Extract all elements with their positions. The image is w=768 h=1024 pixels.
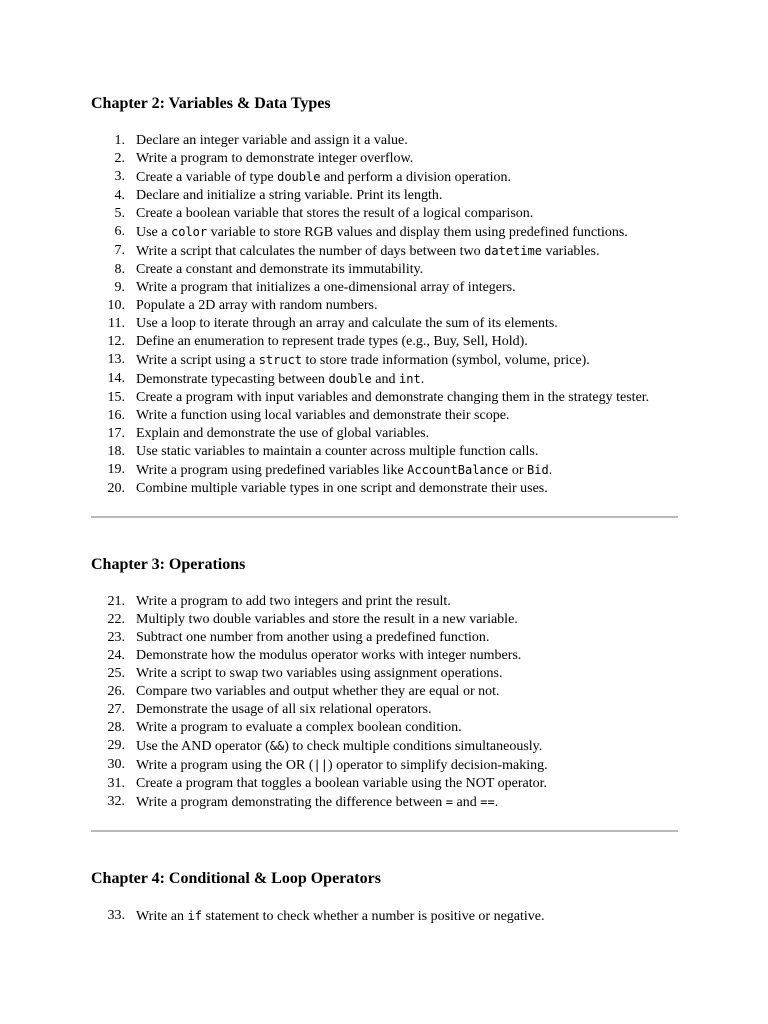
exercise-text: . bbox=[548, 463, 553, 478]
exercise-text: Demonstrate how the modulus operator works with integer numbers. bbox=[136, 648, 522, 663]
code-snippet: double bbox=[328, 372, 372, 386]
exercise-number: 6. bbox=[114, 224, 125, 239]
exercise-number: 4. bbox=[114, 188, 125, 203]
exercise-item bbox=[91, 593, 677, 611]
exercise-text: Demonstrate the usage of all six relational operators. bbox=[136, 702, 432, 717]
exercise-number: 17. bbox=[107, 426, 125, 441]
exercise-number: 11. bbox=[108, 316, 125, 331]
exercise-item bbox=[91, 333, 677, 351]
exercise-number: 33. bbox=[107, 908, 125, 923]
exercise-text: Create a constant and demonstrate its immutability. bbox=[136, 262, 424, 277]
exercise-item bbox=[91, 719, 677, 737]
exercise-number: 15. bbox=[107, 390, 125, 405]
exercise-item bbox=[91, 629, 677, 647]
exercise-text: variable to store RGB values and display them using predefined functions. bbox=[207, 225, 628, 240]
exercise-text: ) to check multiple conditions simultaneously. bbox=[284, 739, 543, 754]
exercise-text: Create a program with input variables and demonstrate changing them in the strategy tester. bbox=[136, 390, 650, 405]
exercise-item bbox=[91, 351, 677, 370]
chapter-4-section bbox=[91, 832, 677, 926]
exercise-item bbox=[91, 425, 677, 443]
exercise-item bbox=[91, 187, 677, 205]
exercise-number: 23. bbox=[107, 630, 125, 645]
exercise-item bbox=[91, 756, 677, 775]
exercise-item bbox=[91, 150, 677, 168]
exercise-item bbox=[91, 223, 677, 242]
code-snippet: = bbox=[445, 795, 454, 809]
exercise-text: Use static variables to maintain a counter across multiple function calls. bbox=[136, 444, 539, 459]
exercise-item bbox=[91, 737, 677, 756]
exercise-number: 14. bbox=[107, 371, 125, 386]
exercise-text: or bbox=[508, 463, 527, 478]
code-snippet: || bbox=[313, 758, 328, 772]
exercise-text: Write a script that calculates the number of days between two bbox=[136, 244, 485, 259]
exercise-text: . bbox=[494, 795, 499, 810]
exercise-item bbox=[91, 907, 677, 926]
exercise-text: Subtract one number from another using a predefined function. bbox=[136, 630, 490, 645]
chapter-4-title: Chapter 4: Conditional & Loop Operators bbox=[91, 870, 381, 887]
exercise-item bbox=[91, 132, 677, 150]
exercise-item bbox=[91, 793, 677, 812]
exercise-number: 12. bbox=[107, 334, 125, 349]
code-snippet: Bid bbox=[527, 463, 549, 477]
exercise-text: Write a function using local variables and demonstrate their scope. bbox=[136, 408, 510, 423]
exercise-text: Use a bbox=[136, 225, 171, 240]
code-snippet: datetime bbox=[484, 244, 542, 258]
exercise-number: 32. bbox=[107, 794, 125, 809]
exercise-text: Write an bbox=[136, 909, 188, 924]
exercise-number: 28. bbox=[107, 720, 125, 735]
exercise-text: Use the AND operator ( bbox=[136, 739, 270, 754]
exercise-item bbox=[91, 480, 677, 498]
code-snippet: == bbox=[480, 795, 495, 809]
exercise-item bbox=[91, 611, 677, 629]
exercise-text: Create a boolean variable that stores the result of a logical comparison. bbox=[136, 206, 534, 221]
exercise-text: . bbox=[420, 372, 425, 387]
exercise-item bbox=[91, 683, 677, 701]
code-snippet: int bbox=[399, 372, 421, 386]
exercise-number: 9. bbox=[114, 280, 125, 295]
exercise-number: 18. bbox=[107, 444, 125, 459]
exercise-text: ) operator to simplify decision-making. bbox=[327, 758, 548, 773]
exercise-text: Demonstrate typecasting between bbox=[136, 372, 329, 387]
exercise-number: 8. bbox=[114, 262, 125, 277]
exercise-number: 19. bbox=[107, 462, 125, 477]
exercise-text: Multiply two double variables and store the result in a new variable. bbox=[136, 612, 518, 627]
exercise-number: 25. bbox=[107, 666, 125, 681]
exercise-text: Combine multiple variable types in one script and demonstrate their uses. bbox=[136, 481, 548, 496]
exercise-number: 3. bbox=[114, 169, 125, 184]
exercise-number: 29. bbox=[107, 738, 125, 753]
code-snippet: color bbox=[171, 225, 208, 239]
exercise-item bbox=[91, 370, 677, 389]
exercise-number: 7. bbox=[114, 243, 125, 258]
code-snippet: struct bbox=[258, 353, 303, 367]
exercise-item bbox=[91, 701, 677, 719]
exercise-text: and bbox=[371, 372, 400, 387]
exercise-number: 20. bbox=[107, 481, 125, 496]
exercise-text: Write a program to add two integers and print the result. bbox=[136, 594, 451, 609]
code-snippet: AccountBalance bbox=[407, 463, 509, 477]
exercise-item bbox=[91, 261, 677, 279]
exercise-item bbox=[91, 205, 677, 223]
exercise-text: Write a program to demonstrate integer overflow. bbox=[136, 151, 414, 166]
chapter-2-section bbox=[91, 0, 677, 498]
exercise-item bbox=[91, 279, 677, 297]
exercise-text: Write a script using a bbox=[136, 353, 259, 368]
exercise-text: Write a program using predefined variables like bbox=[136, 463, 408, 478]
exercise-number: 27. bbox=[107, 702, 125, 717]
chapter-4-exercise-list bbox=[91, 907, 677, 926]
exercise-number: 22. bbox=[107, 612, 125, 627]
exercise-text: Create a program that toggles a boolean variable using the NOT operator. bbox=[136, 776, 548, 791]
exercise-text: Write a program using the OR ( bbox=[136, 758, 314, 773]
exercise-text: Populate a 2D array with random numbers. bbox=[136, 298, 378, 313]
exercise-text: Explain and demonstrate the use of global variables. bbox=[136, 426, 430, 441]
exercise-number: 10. bbox=[107, 298, 125, 313]
exercise-number: 26. bbox=[107, 684, 125, 699]
exercise-number: 2. bbox=[114, 151, 125, 166]
exercise-number: 24. bbox=[107, 648, 125, 663]
exercise-text: Write a program demonstrating the difference between bbox=[136, 795, 446, 810]
chapter-3-exercise-list bbox=[91, 593, 677, 812]
exercise-item bbox=[91, 775, 677, 793]
exercise-text: Compare two variables and output whether they are equal or not. bbox=[136, 684, 500, 699]
code-snippet: if bbox=[187, 909, 202, 923]
exercise-number: 21. bbox=[107, 594, 125, 609]
chapter-2-title: Chapter 2: Variables & Data Types bbox=[91, 95, 331, 112]
exercise-number: 13. bbox=[107, 352, 125, 367]
exercise-text: Use a loop to iterate through an array and calculate the sum of its elements. bbox=[136, 316, 558, 331]
exercise-item bbox=[91, 647, 677, 665]
exercise-item bbox=[91, 389, 677, 407]
exercise-text: Declare an integer variable and assign it a value. bbox=[136, 133, 408, 148]
exercise-number: 1. bbox=[114, 133, 125, 148]
exercise-text: Create a variable of type bbox=[136, 170, 278, 185]
exercise-text: statement to check whether a number is positive or negative. bbox=[201, 909, 545, 924]
chapter-3-title: Chapter 3: Operations bbox=[91, 556, 246, 573]
exercise-text: Write a program to evaluate a complex boolean condition. bbox=[136, 720, 462, 735]
chapter-2-exercise-list bbox=[91, 132, 677, 498]
exercise-item bbox=[91, 242, 677, 261]
exercise-number: 31. bbox=[107, 776, 125, 791]
exercise-item bbox=[91, 443, 677, 461]
exercise-text: Define an enumeration to represent trade types (e.g., Buy, Sell, Hold). bbox=[136, 334, 528, 349]
exercise-item bbox=[91, 461, 677, 480]
code-snippet: && bbox=[269, 739, 285, 753]
exercise-item bbox=[91, 315, 677, 333]
exercise-item bbox=[91, 665, 677, 683]
chapter-3-section bbox=[91, 518, 677, 812]
exercise-item bbox=[91, 297, 677, 315]
exercise-text: variables. bbox=[541, 244, 600, 259]
exercise-item bbox=[91, 407, 677, 425]
exercise-text: Write a program that initializes a one-dimensional array of integers. bbox=[136, 280, 516, 295]
exercise-text: Declare and initialize a string variable. Print its length. bbox=[136, 188, 443, 203]
exercise-text: and bbox=[453, 795, 481, 810]
exercise-item bbox=[91, 168, 677, 187]
exercise-number: 5. bbox=[114, 206, 125, 221]
exercise-text: and perform a division operation. bbox=[320, 170, 511, 185]
exercise-text: Write a script to swap two variables using assignment operations. bbox=[136, 666, 503, 681]
exercise-number: 30. bbox=[107, 757, 125, 772]
exercise-number: 16. bbox=[107, 408, 125, 423]
code-snippet: double bbox=[277, 170, 321, 184]
exercise-text: to store trade information (symbol, volume, price). bbox=[302, 353, 590, 368]
